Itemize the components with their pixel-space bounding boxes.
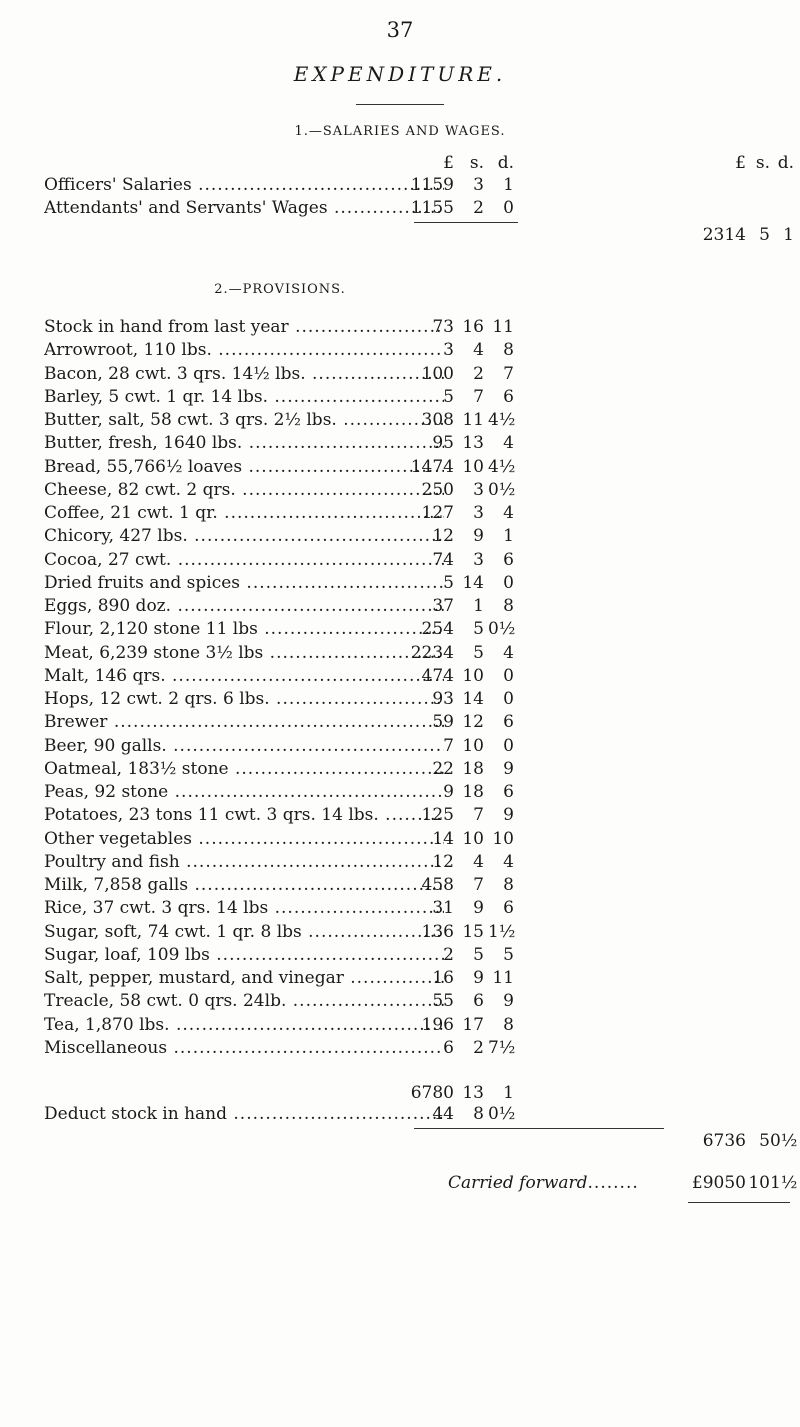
provision-pounds: 9 [443,782,454,802]
provision-pounds: 37 [432,596,454,616]
total-pounds-header: £ [735,153,746,173]
salary-label: Officers' Salaries ..... [44,174,444,196]
salary-pounds: 1159 [410,175,454,195]
provision-label: Sugar, loaf, 109 lbs ..... [44,944,444,966]
provision-shillings: 15 [462,921,484,942]
provision-pence: 4 [503,851,514,872]
salary-shillings: 2 [473,198,484,218]
salaries-total-shillings: 5 [759,225,770,245]
provision-shillings: 5 [473,944,484,965]
provision-pounds: 59 [432,712,454,733]
subtotal-shillings: 13 [462,1083,484,1103]
provision-label: Other vegetables ..... [44,828,444,850]
provision-pence: 7 [503,363,514,384]
provision-pounds: 6 [443,1037,454,1058]
provision-pounds: 308 [421,410,454,430]
provision-pence: 4½ [488,410,516,430]
provision-pounds: 16 [432,968,454,988]
provision-row [0,618,800,640]
provision-label: Miscellaneous ..... [44,1037,444,1059]
provision-row [0,316,800,338]
page-number: 37 [386,18,414,42]
provision-row [0,921,800,943]
provision-row [0,665,800,687]
provision-row [0,549,800,571]
provision-row [0,735,800,757]
provision-pounds: 31 [432,898,454,919]
provision-label: Cheese, 82 cwt. 2 qrs. ..... [44,479,444,501]
provision-row [0,572,800,594]
provision-label: Stock in hand from last year ..... [44,316,444,338]
provision-label: Coffee, 21 cwt. 1 qr. ..... [44,502,444,524]
salaries-sum-rule [414,222,518,223]
provision-pence: 1 [503,526,514,547]
provision-label: Potatoes, 23 tons 11 cwt. 3 qrs. 14 lbs. ..... [44,804,444,826]
provision-row [0,781,800,803]
provision-shillings: 11 [462,410,484,430]
provision-row [0,363,800,385]
pounds-header: £ [443,153,454,173]
carried-forward-pounds: £9050 [691,1173,746,1193]
provision-pounds: 55 [432,991,454,1012]
provision-row [0,990,800,1012]
deduct-pounds: 44 [432,1104,454,1124]
provision-shillings: 18 [462,782,484,802]
provision-pence: 0 [503,572,514,593]
provision-row [0,851,800,873]
provision-shillings: 5 [473,642,484,663]
provision-pence: 8 [503,596,514,616]
provision-pounds: 1474 [410,456,454,477]
subtotal-pounds: 6780 [410,1083,454,1103]
provision-pounds: 12 [432,851,454,872]
provision-shillings: 13 [462,433,484,454]
provision-shillings: 3 [473,479,484,500]
provision-label: Chicory, 427 lbs. ..... [44,525,444,547]
provision-row [0,456,800,478]
provision-label: Beer, 90 galls. ..... [44,735,444,757]
provision-pence: 8 [503,875,514,895]
provision-shillings: 7 [473,386,484,407]
provision-row [0,479,800,501]
provision-pounds: 5 [443,386,454,407]
provision-pence: 4 [503,642,514,663]
provision-label: Dried fruits and spices ..... [44,572,444,594]
provision-shillings: 9 [473,898,484,919]
provision-shillings: 18 [462,758,484,779]
provision-row [0,944,800,966]
provisions-heading: 2.—PROVISIONS. [214,282,346,297]
provision-pounds: 74 [432,549,454,570]
carried-forward-shillings: 10 [748,1173,770,1193]
deduct-label: Deduct stock in hand ..... [44,1103,444,1125]
provision-pence: 9 [503,805,514,826]
salary-pence: 0 [503,198,514,218]
salary-pounds: 1155 [410,198,454,218]
provision-label: Butter, salt, 58 cwt. 3 qrs. 2½ lbs. ..... [44,409,444,431]
provision-row [0,409,800,431]
carried-forward-pence: 1½ [770,1173,798,1193]
provision-row [0,967,800,989]
provision-shillings: 2 [473,1037,484,1058]
salary-row [0,197,800,219]
provision-row [0,804,800,826]
provision-row [0,1037,800,1059]
provision-row [0,595,800,617]
provision-shillings: 9 [473,968,484,988]
total-pence-header: d. [777,153,794,173]
provision-pounds: 95 [432,433,454,454]
provision-label: Brewer ..... [44,711,444,733]
provision-label: Tea, 1,870 lbs. ..... [44,1014,444,1036]
provision-pounds: 12 [432,526,454,547]
provision-shillings: 14 [462,689,484,709]
provision-row [0,642,800,664]
page-title: EXPENDITURE. [293,62,507,86]
salaries-heading: 1.—SALARIES AND WAGES. [294,124,506,139]
provision-shillings: 14 [462,572,484,593]
provision-shillings: 17 [462,1014,484,1035]
provision-pence: 5 [503,944,514,965]
provision-shillings: 10 [462,828,484,849]
provision-pounds: 254 [421,619,454,640]
subtotal-pence: 1 [503,1083,514,1103]
provision-pounds: 474 [421,665,454,686]
provisions-subtotal-row [0,1082,800,1104]
provision-pounds: 125 [421,805,454,826]
provision-label: Oatmeal, 183½ stone ..... [44,758,444,780]
provision-shillings: 12 [462,712,484,733]
provision-label: Poultry and fish ..... [44,851,444,873]
provision-label: Bread, 55,766½ loaves ..... [44,456,444,478]
provision-row [0,432,800,454]
provision-pence: 7½ [488,1037,516,1058]
provision-pence: 0 [503,689,514,709]
deduct-stock-row [0,1103,800,1125]
provision-shillings: 3 [473,503,484,523]
provision-label: Bacon, 28 cwt. 3 qrs. 14½ lbs. ..... [44,363,444,385]
provision-label: Meat, 6,239 stone 3½ lbs ..... [44,642,444,664]
provision-label: Peas, 92 stone ..... [44,781,444,803]
salary-pence: 1 [503,175,514,195]
provision-label: Sugar, soft, 74 cwt. 1 qr. 8 lbs ..... [44,921,444,943]
provision-pounds: 2 [443,944,454,965]
provision-pence: 9 [503,758,514,779]
pence-header: d. [497,153,514,173]
salary-row [0,174,800,196]
provision-pence: 6 [503,898,514,919]
provision-row [0,828,800,850]
footer-rule [688,1202,790,1203]
provision-shillings: 2 [473,363,484,384]
provision-label: Cocoa, 27 cwt. ..... [44,549,444,571]
provision-shillings: 5 [473,619,484,640]
provision-shillings: 10 [462,735,484,756]
salaries-total-pence: 1 [783,225,794,245]
provision-row [0,502,800,524]
provision-row [0,758,800,780]
provision-pence: 8 [503,1014,514,1035]
provision-pence: 8 [503,340,514,361]
provision-row [0,1014,800,1036]
provision-pence: 10 [492,828,514,849]
provision-row [0,525,800,547]
provision-pounds: 73 [432,317,454,337]
net-total-shillings: 5 [759,1131,770,1151]
net-total-pence: 0½ [770,1131,798,1151]
provision-pence: 11 [492,968,514,988]
provision-label: Hops, 12 cwt. 2 qrs. 6 lbs. ..... [44,688,444,710]
title-rule [356,104,444,105]
provision-shillings: 9 [473,526,484,547]
provision-pence: 4½ [488,456,516,477]
provision-label: Arrowroot, 110 lbs. ..... [44,339,444,361]
provision-shillings: 6 [473,991,484,1012]
provision-shillings: 16 [462,317,484,337]
provision-pounds: 7 [443,735,454,756]
provision-row [0,688,800,710]
net-total-pounds: 6736 [702,1131,746,1151]
provision-pounds: 5 [443,572,454,593]
carried-forward-label: Carried forward ........ [448,1172,639,1194]
shillings-header: s. [469,153,484,173]
provision-pence: 0 [503,735,514,756]
provisions-net-total-row [0,1130,800,1152]
provision-label: Salt, pepper, mustard, and vinegar ..... [44,967,444,989]
provision-row [0,897,800,919]
provision-pence: 0 [503,665,514,686]
provision-pence: 6 [503,386,514,407]
carried-forward-row [0,1172,800,1194]
provision-label: Barley, 5 cwt. 1 qr. 14 lbs. ..... [44,386,444,408]
provision-row [0,711,800,733]
provision-pounds: 250 [421,479,454,500]
provision-pence: 0½ [488,619,516,640]
salaries-total-pounds: 2314 [702,225,746,245]
provision-shillings: 4 [473,851,484,872]
provision-shillings: 10 [462,456,484,477]
provision-pence: 6 [503,782,514,802]
deduct-shillings: 8 [473,1104,484,1124]
provision-pounds: 100 [421,363,454,384]
provision-label: Eggs, 890 doz. ..... [44,595,444,617]
provision-shillings: 10 [462,665,484,686]
salaries-column-headers [0,152,800,174]
salary-shillings: 3 [473,175,484,195]
provision-row [0,874,800,896]
provision-label: Milk, 7,858 galls ..... [44,874,444,896]
provision-shillings: 4 [473,340,484,361]
provision-pounds: 2234 [410,642,454,663]
provisions-sum-rule [414,1128,664,1129]
provision-pence: 11 [492,317,514,337]
provision-label: Butter, fresh, 1640 lbs. ..... [44,432,444,454]
provision-shillings: 7 [473,875,484,895]
provision-shillings: 7 [473,805,484,826]
provision-pence: 9 [503,991,514,1012]
provision-pence: 6 [503,549,514,570]
provision-pence: 4 [503,503,514,523]
provision-pounds: 14 [432,828,454,849]
deduct-pence: 0½ [488,1104,516,1124]
provision-pounds: 458 [421,875,454,895]
provision-shillings: 1 [473,596,484,616]
provision-pounds: 22 [432,758,454,779]
provision-label: Rice, 37 cwt. 3 qrs. 14 lbs ..... [44,897,444,919]
provision-pounds: 127 [421,503,454,523]
provision-pence: 6 [503,712,514,733]
provision-label: Flour, 2,120 stone 11 lbs ..... [44,618,444,640]
total-shillings-header: s. [755,153,770,173]
provision-pounds: 136 [421,921,454,942]
salaries-total-row [0,224,800,246]
provision-pounds: 3 [443,340,454,361]
provision-pence: 1½ [488,921,516,942]
provision-pence: 4 [503,433,514,454]
provision-pounds: 93 [432,689,454,709]
provision-row [0,339,800,361]
provision-row [0,386,800,408]
provision-label: Treacle, 58 cwt. 0 qrs. 24lb. ..... [44,990,444,1012]
provision-pence: 0½ [488,479,516,500]
salary-label: Attendants' and Servants' Wages ..... [44,197,444,219]
provision-shillings: 3 [473,549,484,570]
provision-label: Malt, 146 qrs. ..... [44,665,444,687]
provision-pounds: 196 [421,1014,454,1035]
